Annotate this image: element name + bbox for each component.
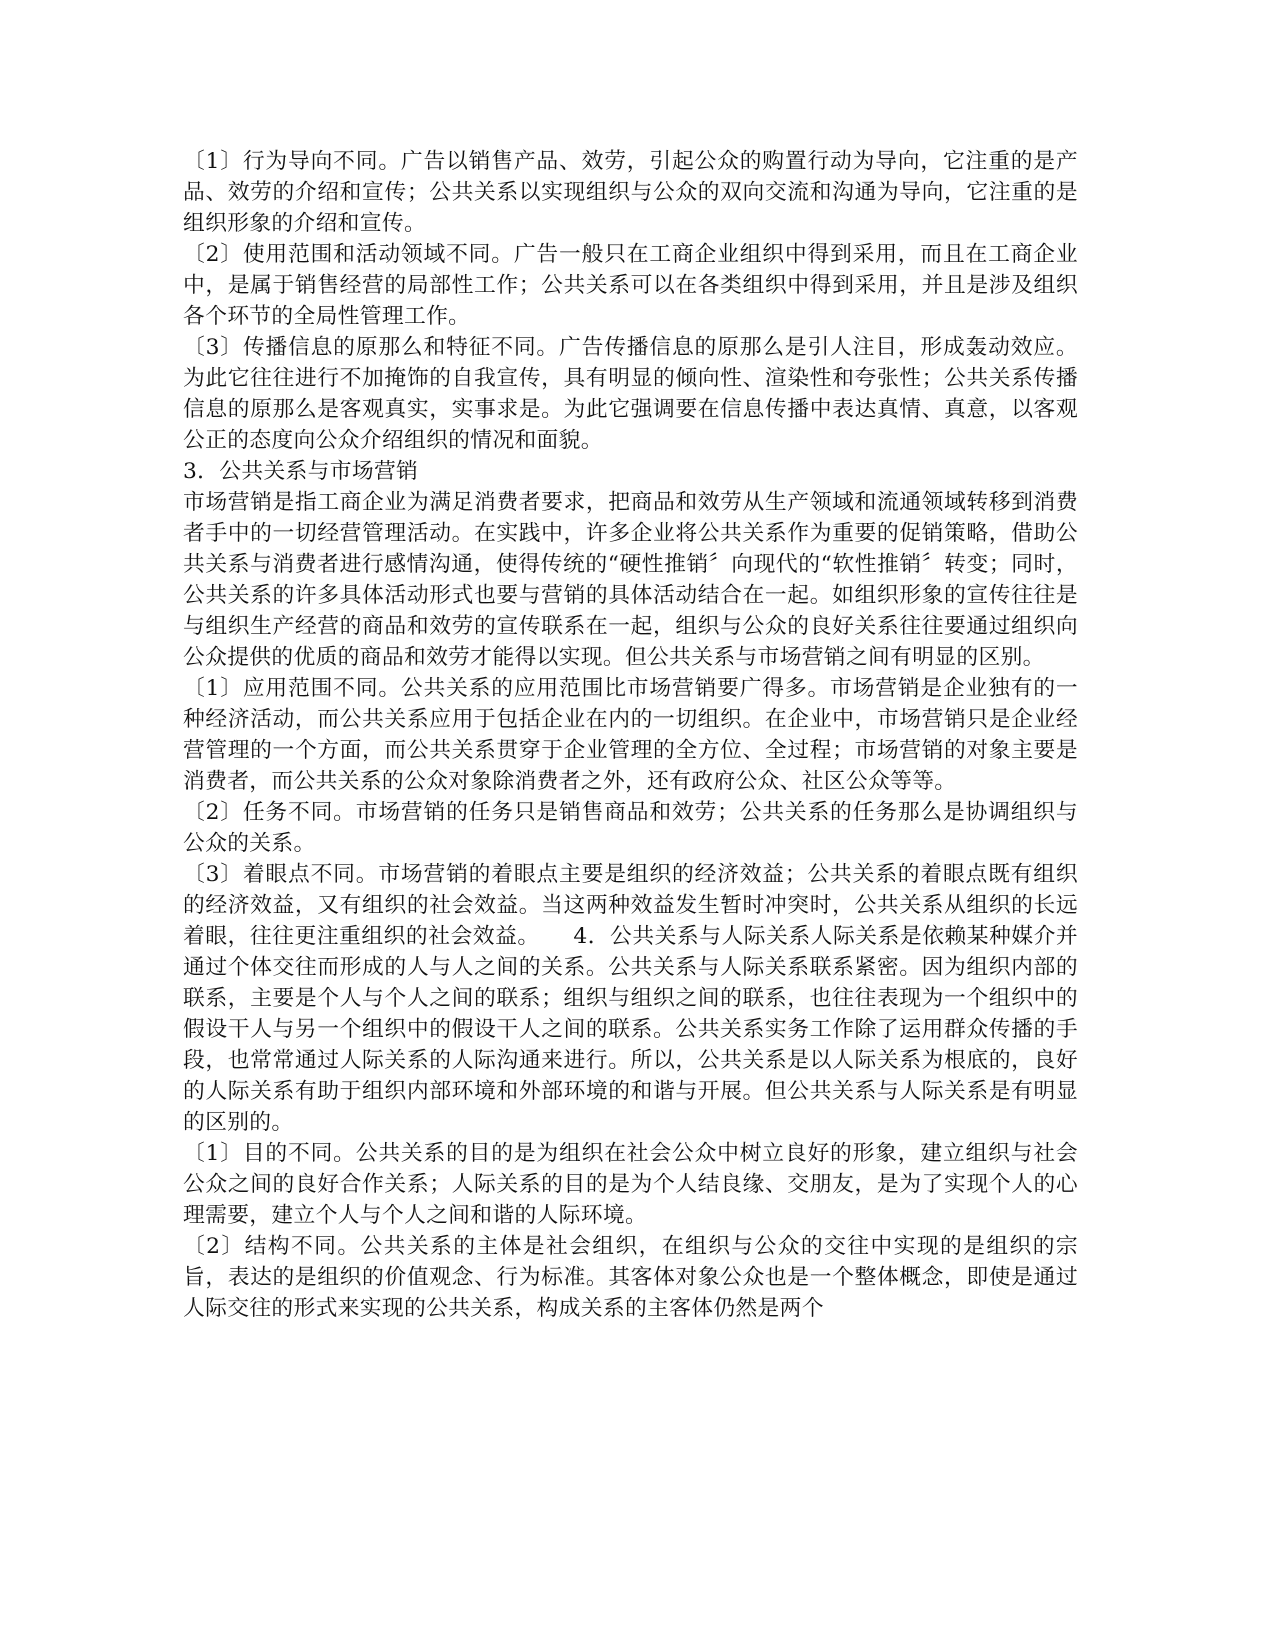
paragraph-marketing-scope: 〔1〕应用范围不同。公共关系的应用范围比市场营销要广得多。市场营销是企业独有的一种经济活动，而公共关系应用于包括企业在内的一切组织。在企业中，市场营销只是企业经营管理的一个方面，而公共关系贯穿于企业管理的全方位、全过程；市场营销的对象主要是消费者，而公共关系的公众对象除消费者之外，还有政府公众、社区公众等等。 <box>183 676 1078 794</box>
paragraph-marketing-focus-and-interpersonal: 〔3〕着眼点不同。市场营销的着眼点主要是组织的经济效益；公共关系的着眼点既有组织的经济效益，又有组织的社会效益。当这两种效益发生暂时冲突时，公共关系从组织的长远着眼，往往更注重组织的社会效益。 4．公共关系与人际关系人际关系是依赖某种媒介并通过个体交往而形成的人与人之间的关系。公共关系与人际关系联系紧密。因为组织内部的联系，主要是个人与个人之间的联系；组织与组织之间的联系，也往往表现为一个组织中的假设干人与另一个组织中的假设干人之间的联系。公共关系实务工作除了运用群众传播的手段，也常常通过人际关系的人际沟通来进行。所以，公共关系是以人际关系为根底的，良好的人际关系有助于组织内部环境和外部环境的和谐与开展。但公共关系与人际关系是有明显的区别的。 <box>183 862 1078 1135</box>
paragraph-interpersonal-purpose: 〔1〕目的不同。公共关系的目的是为组织在社会公众中树立良好的形象，建立组织与社会公众之间的良好合作关系；人际关系的目的是为个人结良缘、交朋友，是为了实现个人的心理需要，建立个人与个人之间和谐的人际环境。 <box>183 1141 1078 1228</box>
paragraph-marketing-task: 〔2〕任务不同。市场营销的任务只是销售商品和效劳；公共关系的任务那么是协调组织与公众的关系。 <box>183 800 1078 856</box>
section-heading-marketing: 3．公共关系与市场营销 <box>183 459 419 484</box>
paragraph-ad-behavior-orientation: 〔1〕行为导向不同。广告以销售产品、效劳，引起公众的购置行动为导向，它注重的是产品、效劳的介绍和宣传；公共关系以实现组织与公众的双向交流和沟通为导向，它注重的是组织形象的介绍和宣传。 <box>183 149 1078 236</box>
paragraph-ad-usage-scope: 〔2〕使用范围和活动领域不同。广告一般只在工商企业组织中得到采用，而且在工商企业中，是属于销售经营的局部性工作；公共关系可以在各类组织中得到采用，并且是涉及组织各个环节的全局性管理工作。 <box>183 242 1078 329</box>
paragraph-ad-communication-principle: 〔3〕传播信息的原那么和特征不同。广告传播信息的原那么是引人注目，形成轰动效应。为此它往往进行不加掩饰的自我宣传，具有明显的倾向性、渲染性和夸张性；公共关系传播信息的原那么是客观真实，实事求是。为此它强调要在信息传播中表达真情、真意，以客观公正的态度向公众介绍组织的情况和面貌。 <box>183 335 1078 453</box>
paragraph-marketing-definition: 市场营销是指工商企业为满足消费者要求，把商品和效劳从生产领域和流通领域转移到消费者手中的一切经营管理活动。在实践中，许多企业将公共关系作为重要的促销策略，借助公共关系与消费者进行感情沟通，使得传统的“硬性推销〞向现代的“软性推销〞转变；同时，公共关系的许多具体活动形式也要与营销的具体活动结合在一起。如组织形象的宣传往往是与组织生产经营的商品和效劳的宣传联系在一起，组织与公众的良好关系往往要通过组织向公众提供的优质的商品和效劳才能得以实现。但公共关系与市场营销之间有明显的区别。 <box>183 490 1078 670</box>
document-body <box>183 146 1078 1324</box>
paragraph-interpersonal-structure: 〔2〕结构不同。公共关系的主体是社会组织，在组织与公众的交往中实现的是组织的宗旨，表达的是组织的价值观念、行为标准。其客体对象公众也是一个整体概念，即使是通过人际交往的形式来实现的公共关系，构成关系的主客体仍然是两个 <box>183 1234 1078 1321</box>
